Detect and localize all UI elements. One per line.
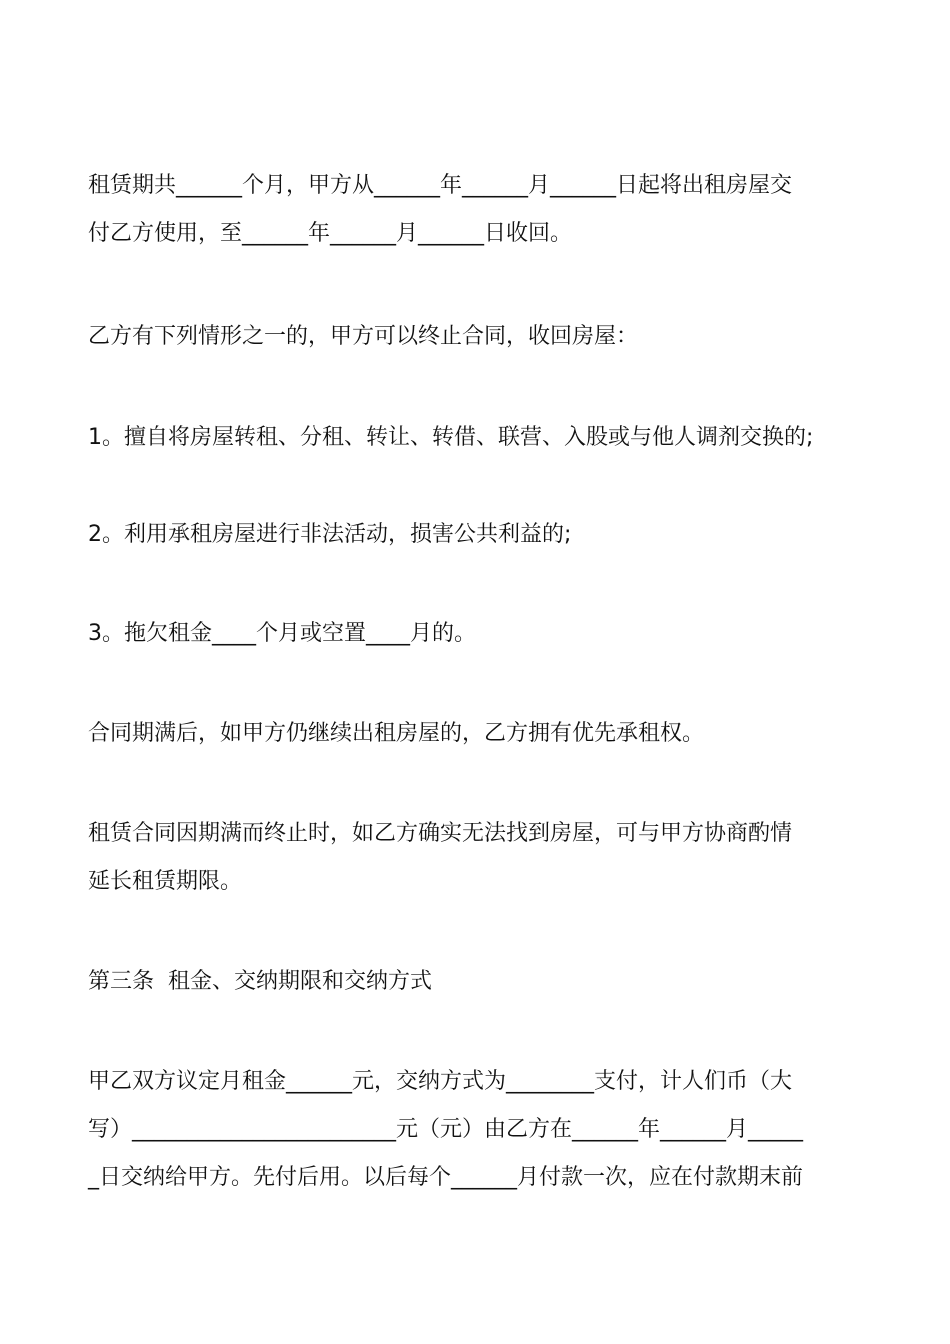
paragraph-termination-intro (88, 313, 878, 361)
text-line: 1。擅自将房屋转租、分租、转让、转借、联营、入股或与他人调剂交换的; (88, 425, 814, 450)
text-line: 合同期满后，如甲方仍继续出租房屋的，乙方拥有优先承租权。 (88, 721, 705, 746)
text-line: 延长租赁期限。 (88, 869, 243, 894)
article-3-heading (88, 958, 878, 1006)
text-line: 甲乙双方议定月租金______元，交纳方式为________支付，计人们币（大 (88, 1069, 793, 1094)
paragraph-rent-payment (88, 1058, 878, 1202)
paragraph-termination-item-3 (88, 610, 878, 658)
text-line: 2。利用承租房屋进行非法活动，损害公共利益的; (88, 522, 572, 547)
text-line: 乙方有下列情形之一的，甲方可以终止合同，收回房屋： (88, 324, 639, 349)
text-line: 租赁期共______个月，甲方从______年______月______日起将出租房屋交 (88, 173, 793, 198)
text-line: _日交纳给甲方。先付后用。以后每个______月付款一次，应在付款期末前 (88, 1165, 804, 1190)
paragraph-extension (88, 810, 878, 906)
text-line: 3。拖欠租金____个月或空置____月的。 (88, 621, 476, 646)
text-line: 写）________________________元（元）由乙方在______年______月_____ (88, 1117, 804, 1142)
paragraph-lease-term (88, 162, 878, 258)
paragraph-termination-item-2 (88, 511, 878, 559)
paragraph-priority-renewal (88, 710, 878, 758)
text-line: 付乙方使用，至______年______月______日收回。 (88, 221, 573, 246)
section-heading: 第三条 租金、交纳期限和交纳方式 (88, 969, 432, 994)
paragraph-termination-item-1 (88, 414, 878, 462)
text-line: 租赁合同因期满而终止时，如乙方确实无法找到房屋，可与甲方协商酌情 (88, 821, 793, 846)
